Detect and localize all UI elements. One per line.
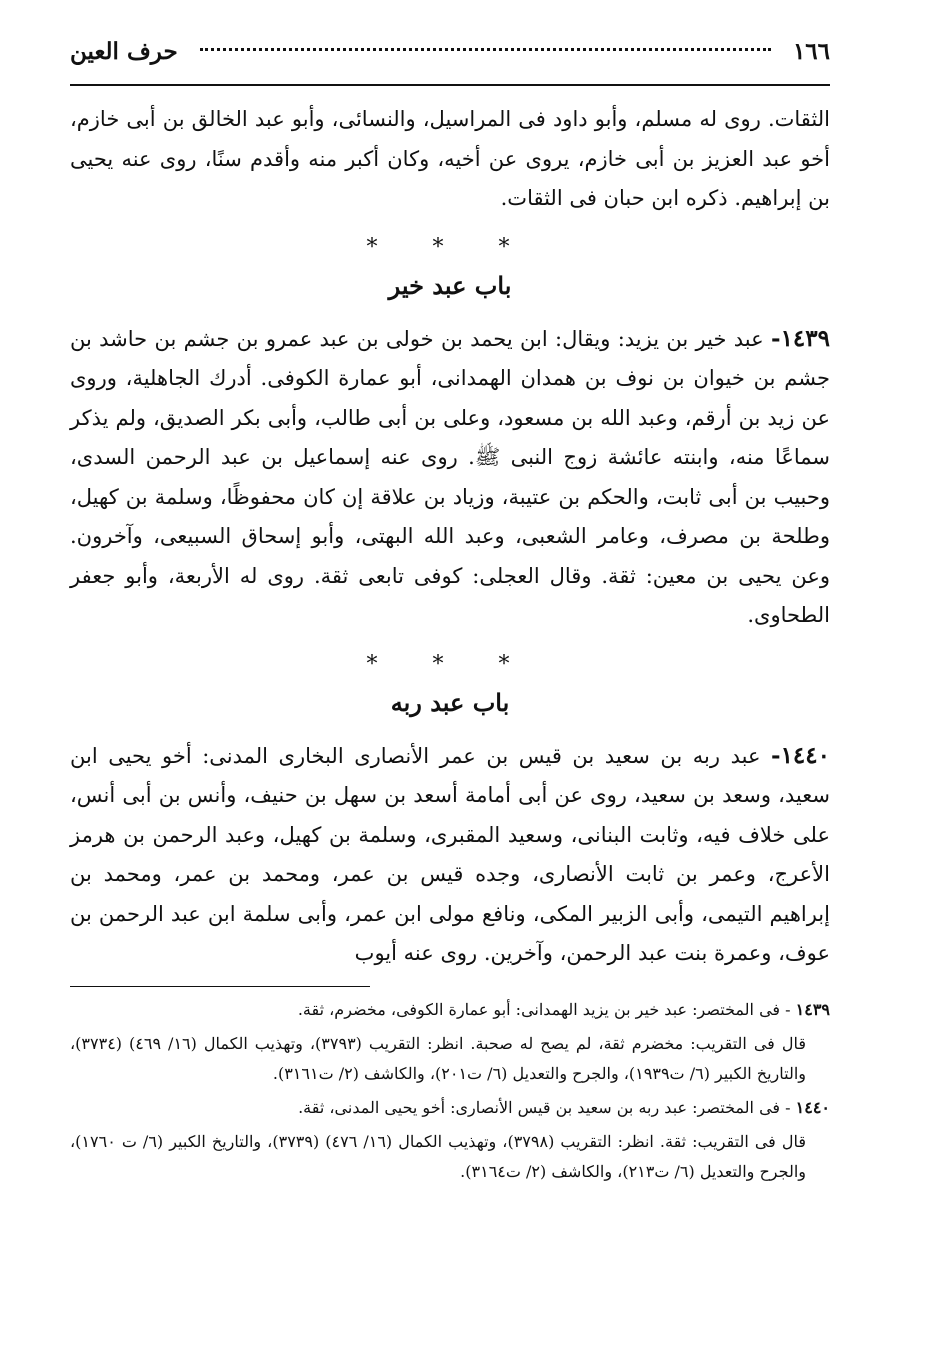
page-number: ١٦٦ [792,38,830,65]
footnote [70,1127,830,1187]
section-separator: * * * [366,651,534,677]
footnote-number: ١٤٤٠ [795,1097,830,1117]
footnote-number: ١٤٣٩ [795,999,830,1019]
book-page [70,38,830,1338]
section-separator: * * * [366,234,534,260]
entry-number: ١٤٤٠- [771,741,830,769]
intro-paragraph: الثقات. روى له مسلم، وأبو داود فى المراسيل، والنسائى، وأبو عبد الخالق بن أبى خازم، أخو عبد العزيز بن أبى خازم، يروى عن أخيه، وكان أكبر منه وأقدم سنًا، روى عنه يحيى بن إبراهيم. ذكره ابن حبان فى الثقات. [70,107,830,210]
running-header [70,38,830,86]
footnote-divider [70,986,370,987]
entry-text: عبد ربه بن سعيد بن قيس بن عمر الأنصارى البخارى المدنى: أخو يحيى ابن سعيد، وسعد بن سعيد، روى عن أبى أمامة أسعد بن سهل بن حنيف، وأنس بن أبى أنس، على خلاف فيه، وثابت البنانى، وسعيد المقبرى، وسلمة بن كهيل، وعبد الرحمن بن هرمز الأعرج، وعمر بن ثابت الأنصارى، وجده قيس بن عمر، ومحمد بن عمر، ومحمد بن إبراهيم التيمى، وأبى الزبير المكى، ونافع مولى ابن عمر، وأبى سلمة ابن عبد الرحمن بن عوف، وعمرة بنت عبد الرحمن، وآخرين. روى عنه أيوب [70,743,830,965]
footnote [70,1093,830,1123]
footnote-text: - فى المختصر: عبد خير بن يزيد الهمدانى: أبو عمارة الكوفى، مخضرم، ثقة. [297,999,796,1019]
footnote-text: - فى المختصر: عبد ربه بن سعيد بن قيس الأنصارى: أخو يحيى المدنى، ثقة. [298,1097,796,1117]
entry-number: ١٤٣٩- [771,324,830,352]
footnote-text: قال فى التقريب: ثقة. انظر: التقريب (٣٧٩٨)، وتهذيب الكمال (١٦/ ٤٧٦) (٣٧٣٩)، والتاريخ الكبير (٦/ ت ١٧٦٠)، والجرح والتعديل (٦/ ت٢١٣)، والكاشف (٢/ ت٣١٦٤). [70,1131,807,1181]
dotted-leader [200,48,771,51]
footnotes [70,995,830,1187]
entry-text: عبد خير بن يزيد: ويقال: ابن يحمد بن خولى بن عبد عمرو بن جشم بن حاشد بن جشم بن خيوان بن نوف بن همدان الهمدانى، أبو عمارة الكوفى. أدرك الجاهلية، وروى عن زيد بن أرقم، وعبد الله بن مسعود، وعلى بن أبى طالب، وأبى بكر الصديق، ولم يذكر سماعًا منه، وابنته عائشة زوج النبى ﷺ. روى عنه إسماعيل بن عبد الرحمن السدى، وحبيب بن أبى ثابت، والحكم بن عتيبة، وزياد بن علاقة إن كان محفوظًا، وسلمة بن كهيل، وطلحة بن مصرف، وعامر الشعبى، وعبد الله البهتى، وأبو إسحاق السبيعى، وآخرون. وعن يحيى بن معين: ثقة. وقال العجلى: كوفى تابعى ثقة. روى له الأربعة، وأبو جعفر الطحاوى. [70,326,830,627]
footnote-text: قال فى التقريب: مخضرم ثقة، لم يصح له صحبة. انظر: التقريب (٣٧٩٣)، وتهذيب الكمال (١٦/ ٤٦٩) (٣٧٣٤)، والتاريخ الكبير (٦/ ت١٩٣٩)، والجرح والتعديل (٦/ ت٢٠١)، والكاشف (٢/ ت٣١٦١). [70,1033,806,1083]
entry-1440 [70,736,830,974]
chapter-title: حرف العين [70,38,178,65]
section-title-abd-rabbih: باب عبد ربه [390,687,510,717]
section-title-abd-khayr: باب عبد خير [388,270,512,300]
entry-1439 [70,319,830,636]
footnote [70,995,830,1025]
footnote [70,1029,830,1089]
